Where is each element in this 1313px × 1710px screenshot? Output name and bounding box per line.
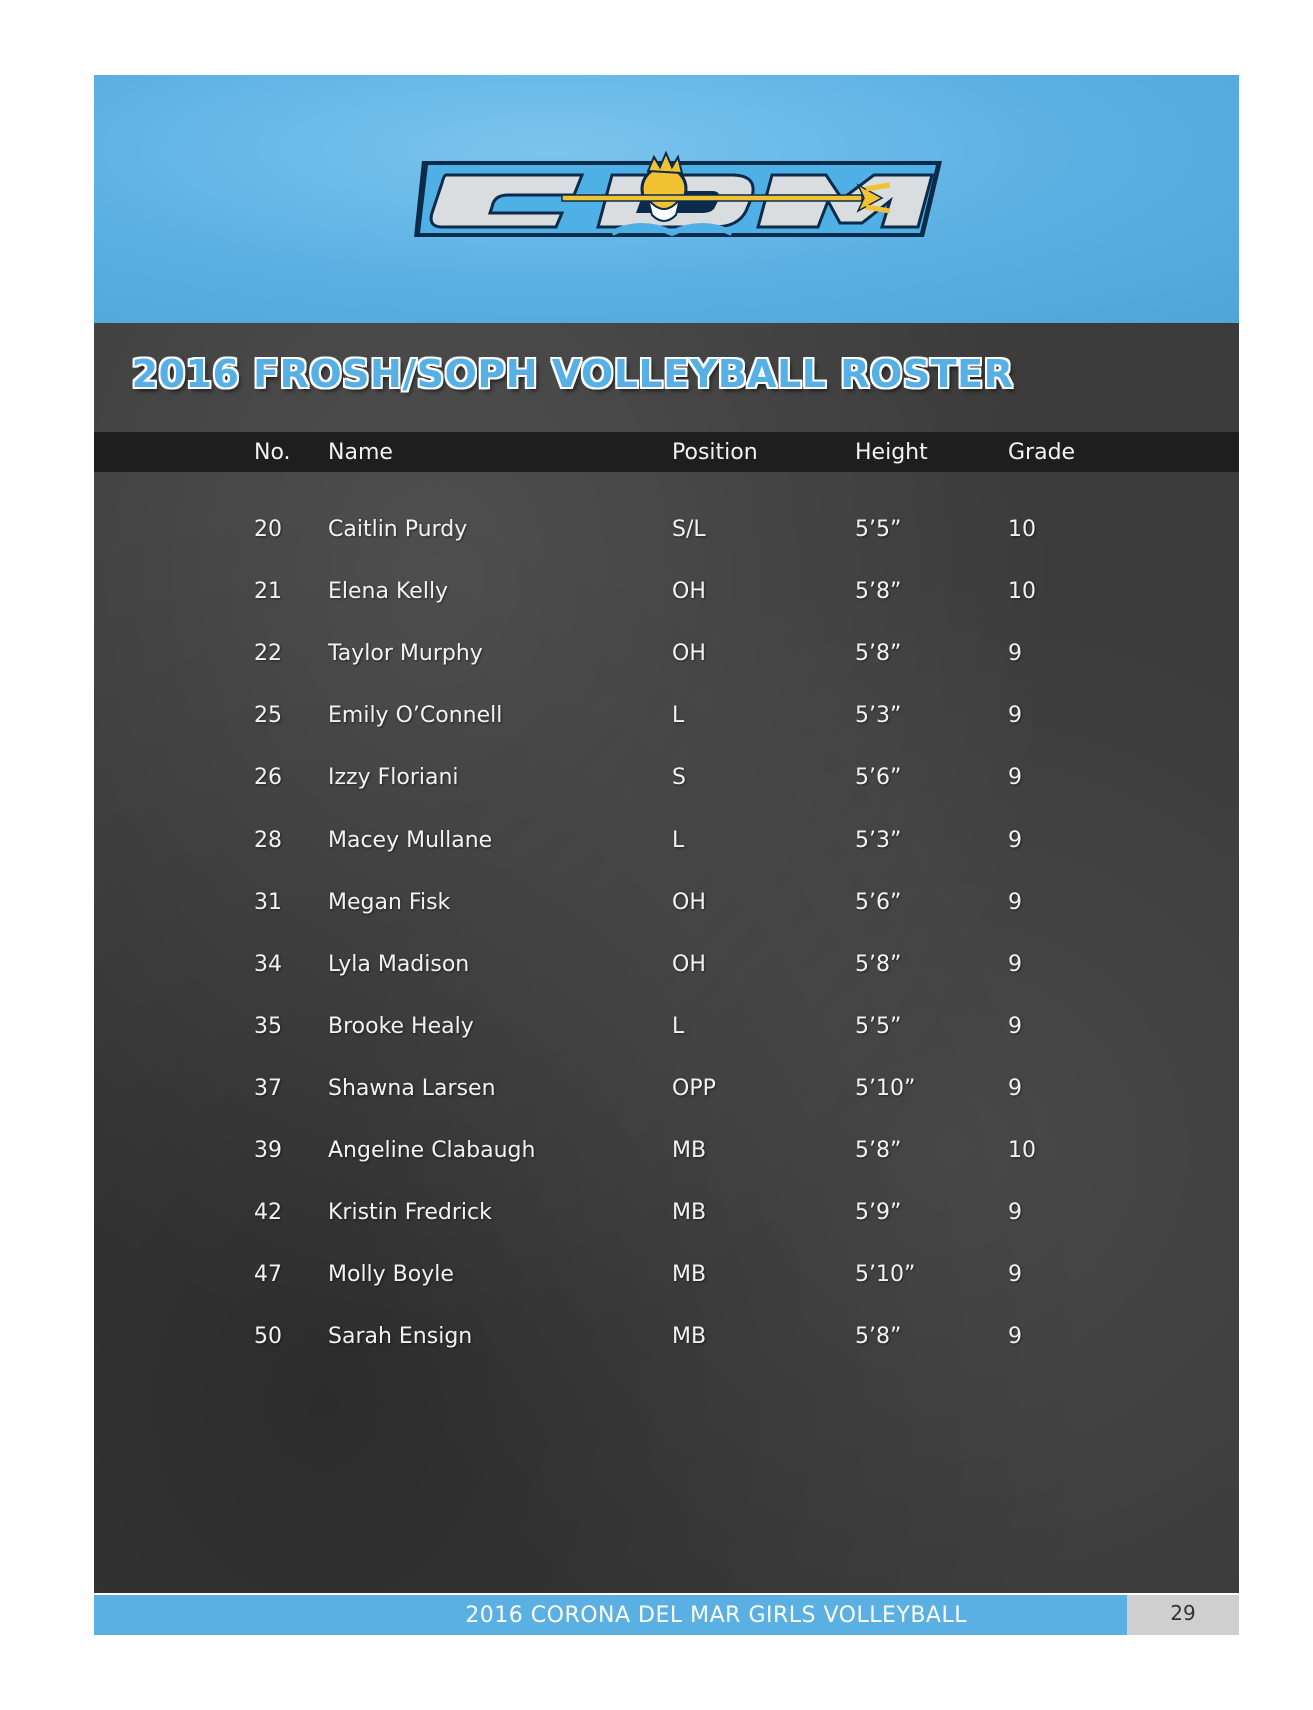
player-position: L	[672, 1014, 685, 1039]
player-grade: 9	[1008, 828, 1022, 853]
header-banner	[94, 75, 1239, 323]
player-height: 5’5”	[855, 517, 902, 542]
player-position: OPP	[672, 1076, 716, 1101]
player-height: 5’10”	[855, 1076, 916, 1101]
column-header-grade: Grade	[1008, 440, 1076, 465]
player-number: 50	[254, 1324, 282, 1349]
player-height: 5’6”	[855, 765, 902, 790]
player-name: Angeline Clabaugh	[328, 1138, 536, 1163]
player-number: 42	[254, 1200, 282, 1225]
player-position: MB	[672, 1324, 707, 1349]
player-height: 5’3”	[855, 703, 902, 728]
player-grade: 9	[1008, 1200, 1022, 1225]
player-name: Emily O’Connell	[328, 703, 503, 728]
player-height: 5’9”	[855, 1200, 902, 1225]
player-number: 37	[254, 1076, 282, 1101]
player-position: L	[672, 828, 685, 853]
player-position: S	[672, 765, 686, 790]
column-header-no: No.	[254, 440, 291, 465]
player-height: 5’8”	[855, 952, 902, 977]
player-grade: 9	[1008, 641, 1022, 666]
player-name: Macey Mullane	[328, 828, 493, 853]
column-header-position: Position	[672, 440, 758, 465]
player-name: Elena Kelly	[328, 579, 449, 604]
player-grade: 9	[1008, 1262, 1022, 1287]
player-position: L	[672, 703, 685, 728]
player-grade: 9	[1008, 952, 1022, 977]
column-header-height: Height	[855, 440, 928, 465]
player-number: 21	[254, 579, 282, 604]
page	[94, 75, 1239, 1635]
player-grade: 9	[1008, 890, 1022, 915]
player-number: 39	[254, 1138, 282, 1163]
page-title: 2016 FROSH/SOPH VOLLEYBALL ROSTER	[131, 352, 1014, 396]
player-name: Brooke Healy	[328, 1014, 474, 1039]
player-number: 35	[254, 1014, 282, 1039]
player-position: OH	[672, 579, 706, 604]
player-height: 5’3”	[855, 828, 902, 853]
player-position: OH	[672, 952, 706, 977]
player-grade: 9	[1008, 1076, 1022, 1101]
player-number: 28	[254, 828, 282, 853]
player-position: MB	[672, 1138, 707, 1163]
player-name: Kristin Fredrick	[328, 1200, 492, 1225]
player-name: Lyla Madison	[328, 952, 470, 977]
player-name: Taylor Murphy	[328, 641, 483, 666]
player-name: Sarah Ensign	[328, 1324, 473, 1349]
player-grade: 9	[1008, 1324, 1022, 1349]
player-height: 5’10”	[855, 1262, 916, 1287]
player-number: 34	[254, 952, 282, 977]
roster-background	[94, 323, 1239, 1593]
player-number: 20	[254, 517, 282, 542]
player-number: 26	[254, 765, 282, 790]
player-name: Molly Boyle	[328, 1262, 454, 1287]
player-number: 25	[254, 703, 282, 728]
player-height: 5’8”	[855, 1138, 902, 1163]
player-position: S/L	[672, 517, 706, 542]
player-number: 31	[254, 890, 282, 915]
page-number: 29	[1170, 1601, 1196, 1625]
player-height: 5’8”	[855, 1324, 902, 1349]
player-height: 5’5”	[855, 1014, 902, 1039]
player-number: 22	[254, 641, 282, 666]
footer-title: 2016 CORONA DEL MAR GIRLS VOLLEYBALL	[465, 1603, 967, 1628]
player-name: Shawna Larsen	[328, 1076, 496, 1101]
player-grade: 9	[1008, 1014, 1022, 1039]
player-height: 5’8”	[855, 641, 902, 666]
player-position: MB	[672, 1200, 707, 1225]
player-name: Caitlin Purdy	[328, 517, 468, 542]
player-position: MB	[672, 1262, 707, 1287]
player-name: Izzy Floriani	[328, 765, 459, 790]
player-height: 5’6”	[855, 890, 902, 915]
player-position: OH	[672, 641, 706, 666]
player-grade: 10	[1008, 517, 1036, 542]
player-height: 5’8”	[855, 579, 902, 604]
cdm-logo	[412, 149, 952, 249]
column-header-name: Name	[328, 440, 393, 465]
player-grade: 10	[1008, 579, 1036, 604]
player-number: 47	[254, 1262, 282, 1287]
player-name: Megan Fisk	[328, 890, 451, 915]
player-grade: 9	[1008, 765, 1022, 790]
player-position: OH	[672, 890, 706, 915]
player-grade: 9	[1008, 703, 1022, 728]
player-grade: 10	[1008, 1138, 1036, 1163]
